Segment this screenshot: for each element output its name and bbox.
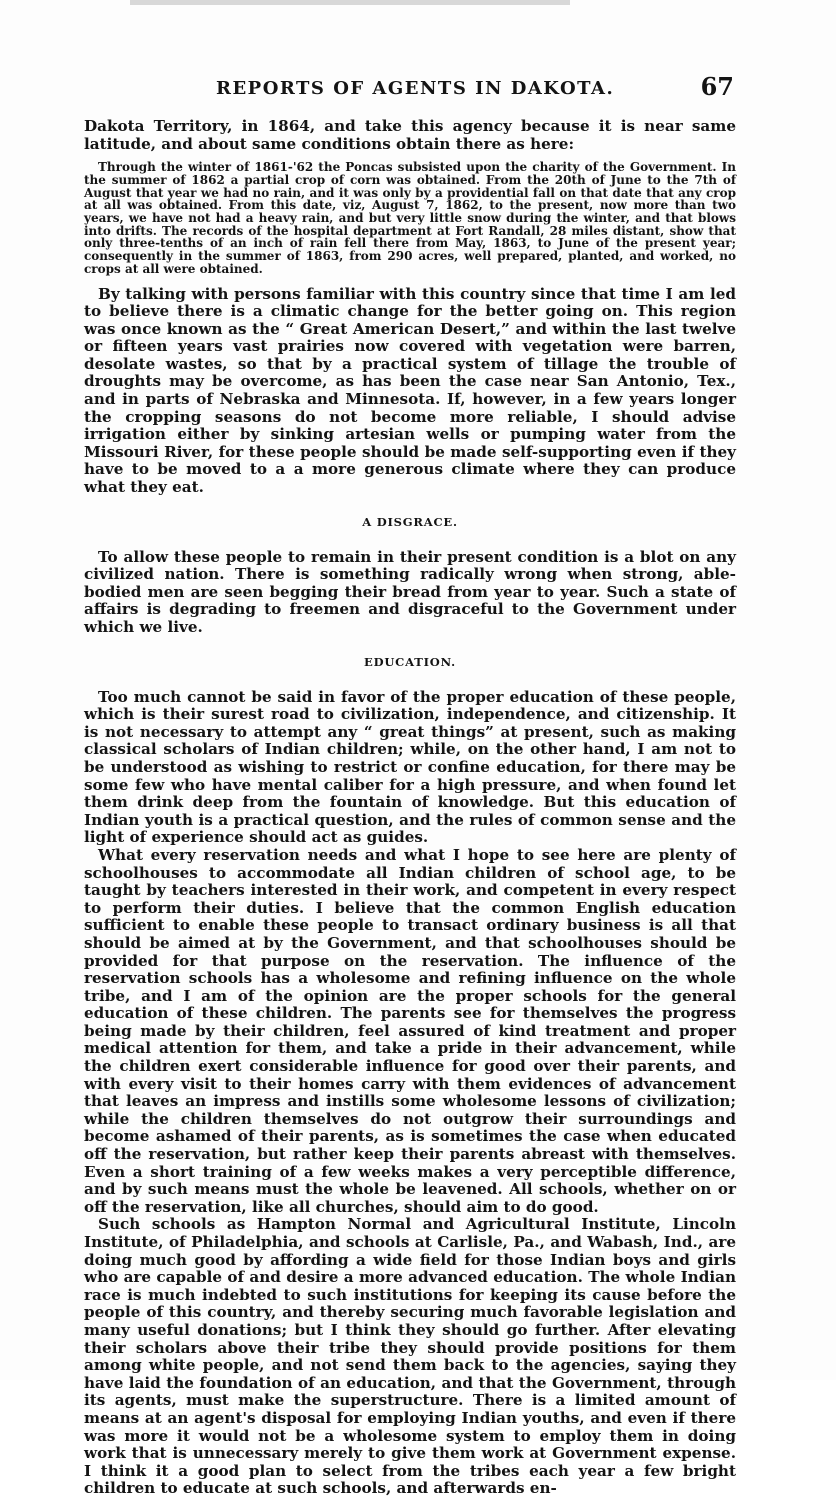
- education-paragraph-3: Such schools as Hampton Normal and Agricultural Institute, Lincoln Institute, of Philadelphia, and schools at Carlisle, Pa., and Wabash, Ind., are doing much good by affording a wide field for those Indian boys and girls who are capable of and desire a more advanced education. The whole Indian race is much indebted to such institutions for keeping its cause before the people of this country, and thereby securing much favorable legislation and many useful donations; but I think they should go further. After elevating their scholars above their tribe they should provide positions for them among white people, and not send them back to the agencies, saying they have laid the foundation of an education, and that the Government, through its agents, must make the superstructure. There is a limited amount of means at an agent's disposal for employing Indian youths, and even if there was more it would not be a wholesome system to employ them in doing work that is unnecessary merely to give them work at Government expense. I think it a good plan to select from the tribes each year a few bright children to educate at such schools, and afterwards en-: [84, 1215, 736, 1498]
- page-header: [88, 74, 736, 104]
- education-paragraph-1: Too much cannot be said in favor of the proper education of these people, which is their surest road to civilization, independence, and citizenship. It is not necessary to attempt any “ great things” at present, such as making classical scholars of Indian children; while, on the other hand, I am not to be understood as wishing to restrict or confine education, for there may be some few who have mental caliber for a high pressure, and when found let them drink deep from the fountain of knowledge. But this education of Indian youth is a practical question, and the rules of common sense and the light of experience should act as guides.: [84, 687, 736, 847]
- climate-paragraph: By talking with persons familiar with this country since that time I am led to believe there is a climatic change for the better going on. This region was once known as the “ Great American Desert,” and within the last twelve or fifteen years vast prairies now covered with vegetation were barren, desolate wastes, so that by a practical system of tillage the trouble of droughts may be overcome, as has been the case near San Antonio, Tex., and in parts of Nebraska and Minnesota. If, however, in a few years longer the cropping seasons do not become more reliable, I should advise irrigation either by sinking artesian wells or pumping water from the Missouri River, for these people should be made self-supporting even if they have to be moved to a a more generous climate where they can produce what they eat.: [84, 284, 736, 497]
- disgrace-paragraph: To allow these people to remain in their present condition is a blot on any civilized nation. There is something radically wrong when strong, able-bodied men are seen begging their bread from year to year. Such a state of affairs is degrading to freemen and disgraceful to the Government under which we live.: [84, 547, 736, 637]
- scan-edge-mark: [130, 0, 570, 5]
- quoted-record: Through the winter of 1861-'62 the Poncas subsisted upon the charity of the Government. In the summer of 1862 a partial crop of corn was obtained. From the 20th of June to the 7th of August that year we had no rain, and it was only by a providential fall on that date that any crop at all was obtained. From this date, viz, August 7, 1862, to the present, now more than two years, we have not had a heavy rain, and but very little snow during the winter, and that blows into drifts. The records of the hospital department at Fort Randall, 28 miles distant, show that only three-tenths of an inch of rain fell there from May, 1863, to June of the present year; consequently in the summer of 1863, from 290 acres, well prepared, planted, and worked, no crops at all were obtained.: [84, 160, 736, 276]
- section-heading-disgrace: A DISGRACE.: [362, 514, 458, 529]
- page-body: [84, 118, 736, 1498]
- education-paragraph-2: What every reservation needs and what I hope to see here are plenty of schoolhouses to accommodate all Indian children of school age, to be taught by teachers interested in their work, and competent in every respect to perform their duties. I believe that the common English education sufficient to enable these people to transact ordinary business is all that should be aimed at by the Government, and that schoolhouses should be provided for that purpose on the reservation. The influence of the reservation schools has a wholesome and refining influence on the whole tribe, and I am of the opinion are the proper schools for the general education of these children. The parents see for themselves the progress being made by their children, feel assured of kind treatment and proper medical attention for them, and take a pride in their advancement, while the children exert considerable influence for good over their parents, and with every visit to their homes carry with them evidences of advancement that leaves an impress and instills some wholesome lessons of civilization; while the children themselves do not outgrow their surroundings and become ashamed of their parents, as is sometimes the case when educated off the reservation, but rather keep their parents abreast with themselves. Even a short training of a few weeks makes a very perceptible difference, and by such means must the whole be leavened. All schools, whether on or off the reservation, like all churches, should aim to do good.: [84, 845, 736, 1216]
- section-heading-education: EDUCATION.: [364, 654, 456, 669]
- intro-paragraph: Dakota Territory, in 1864, and take this agency because it is near same latitude, and about same conditions obtain there as here:: [84, 117, 736, 153]
- running-title: REPORTS OF AGENTS IN DAKOTA.: [216, 78, 615, 99]
- page-number: 67: [700, 72, 734, 101]
